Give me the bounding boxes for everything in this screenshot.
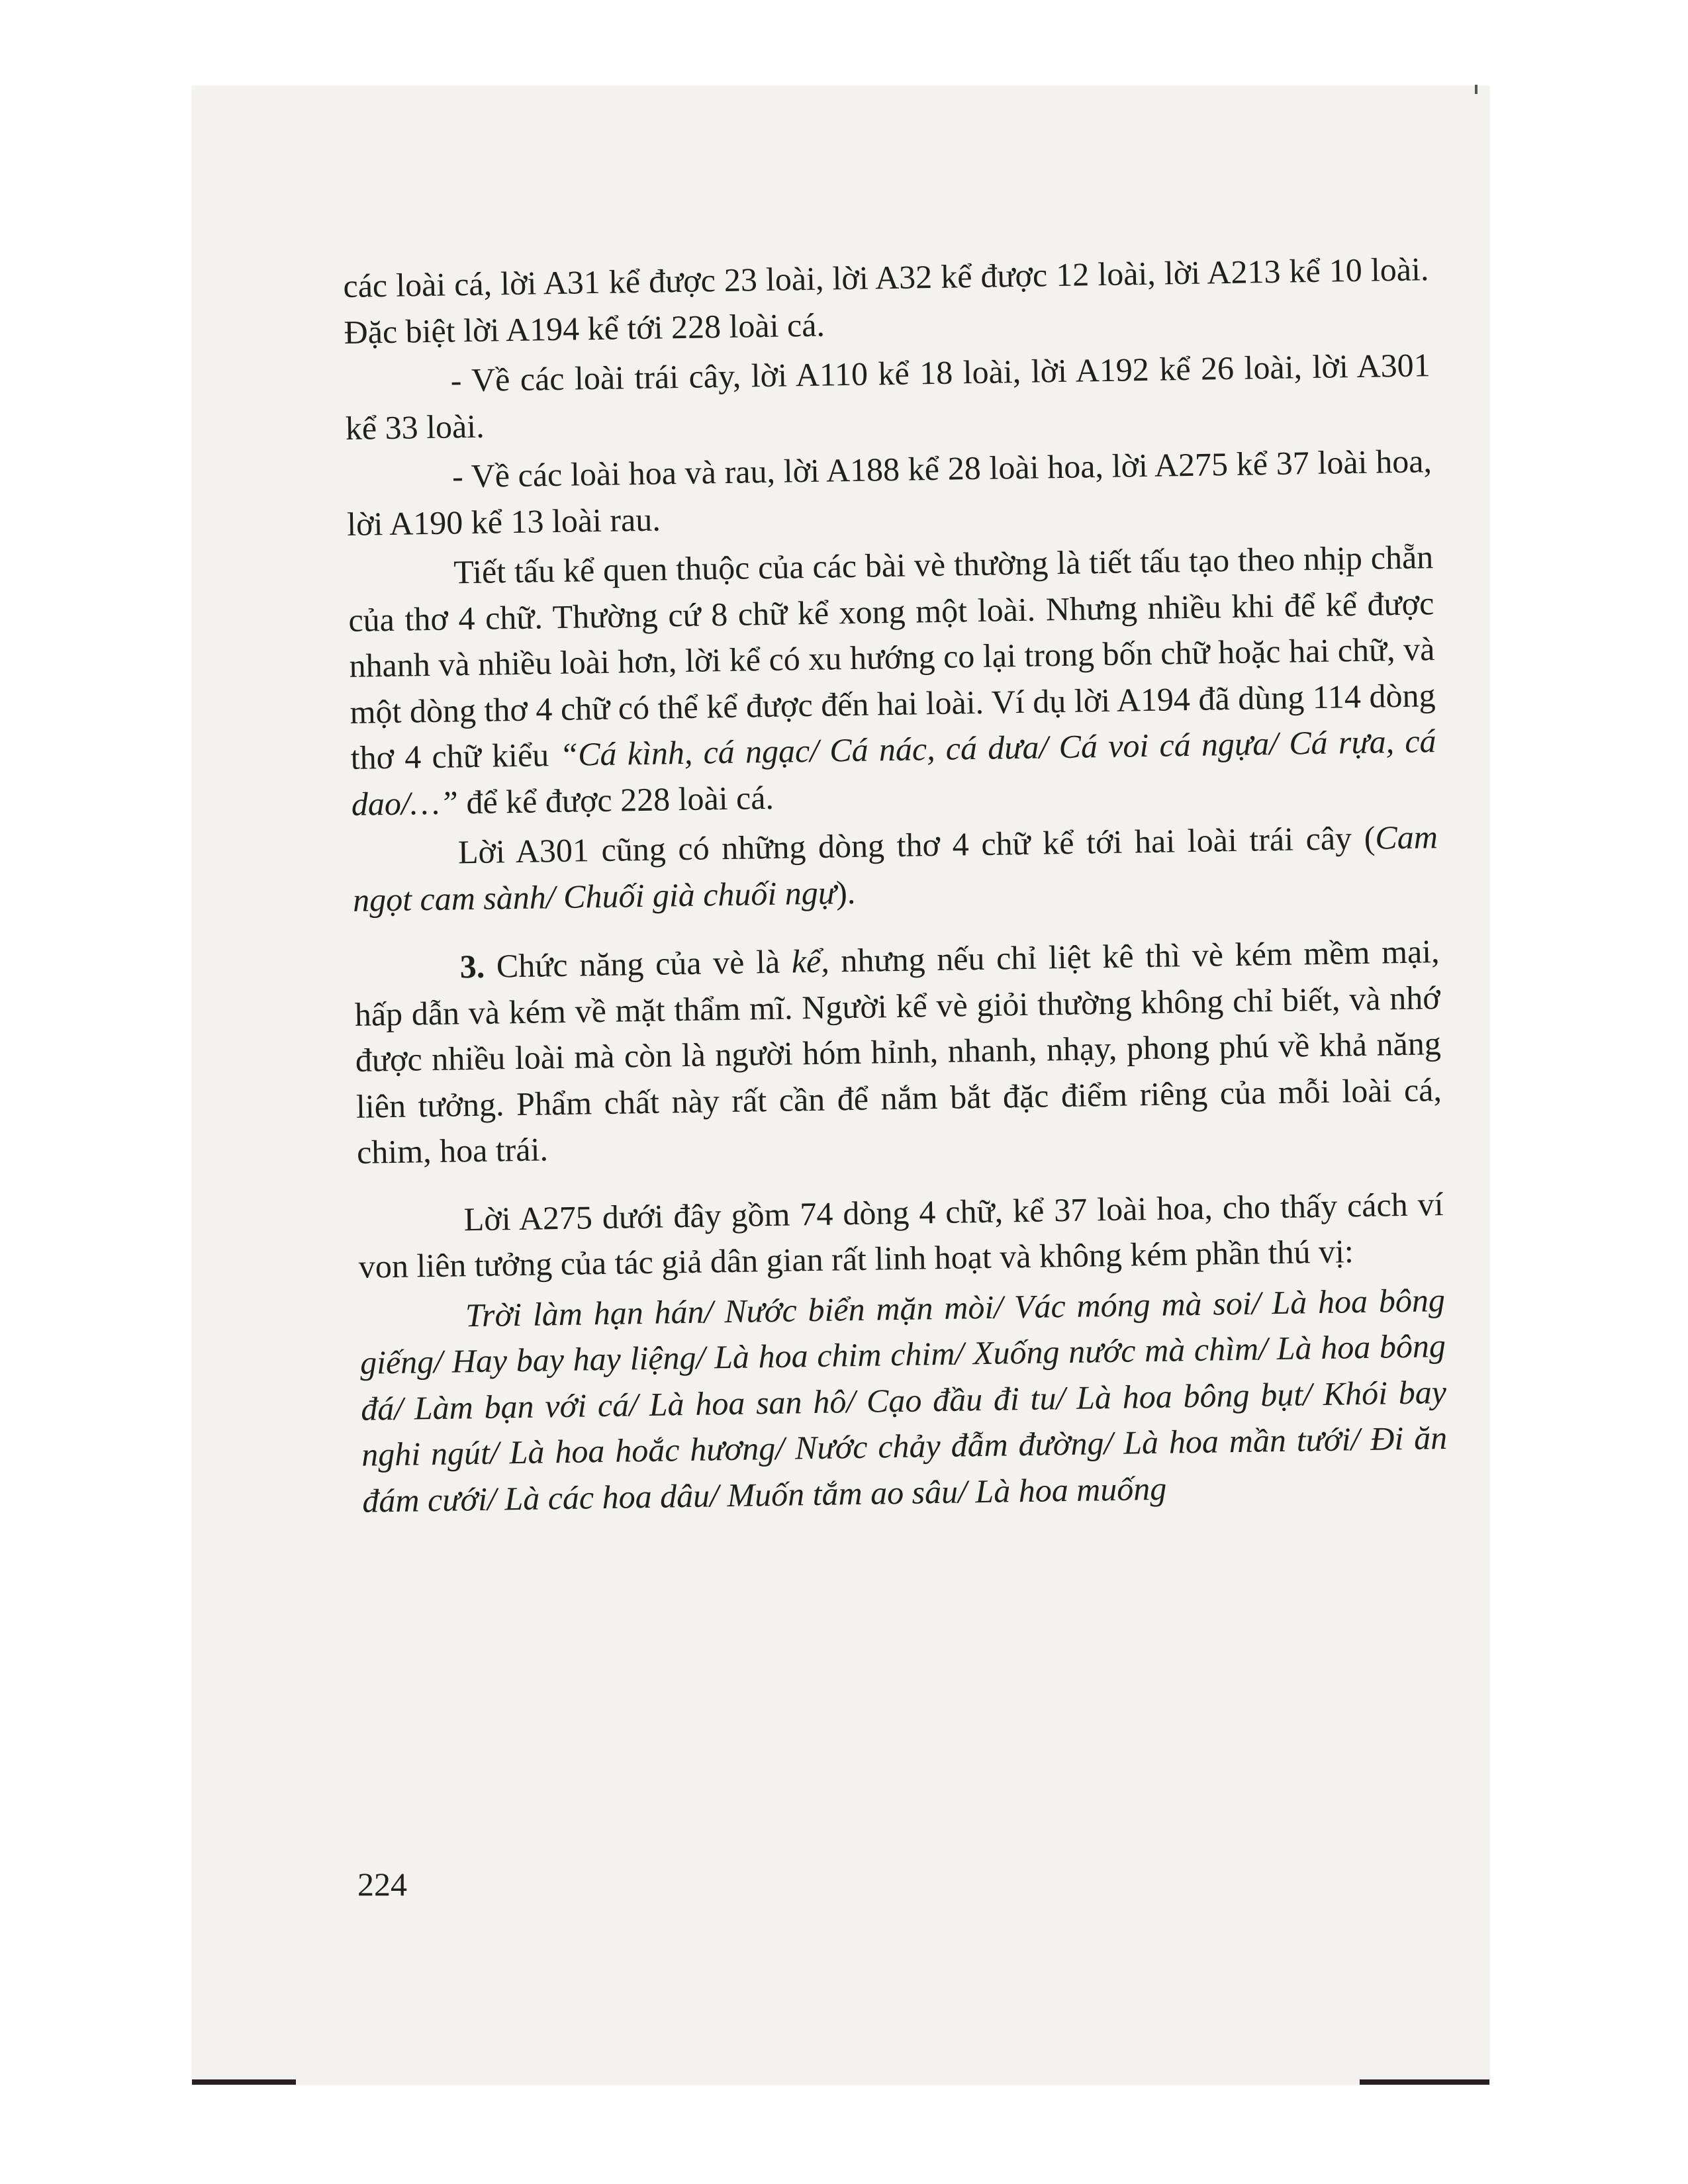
page-number: 224 xyxy=(357,1866,407,1903)
poem-excerpt xyxy=(359,1277,1448,1524)
paragraph-text: nhưng nếu chỉ liệt kê thì vè kém mềm mại, hấp dẫn và kém về mặt thẩm mĩ. Người kể vè giỏi thường không chỉ biết, và nhớ được nhiều loài mà còn là người hóm hỉnh, nhanh, nhạy, phong phú về khả năng liên tưởng. Phẩm chất này rất cần để nắm bắt đặc điểm riêng của mỗi loài cá, chim, hoa trái. xyxy=(354,933,1442,1171)
paragraph-text: Chức năng của vè là xyxy=(484,942,792,985)
scan-bottom-edge xyxy=(192,2079,1489,2085)
paragraph-text: để kể được 228 loài cá. xyxy=(457,778,774,821)
emphasis-word: kể, xyxy=(791,942,830,980)
paragraph-text: - Về các loài hoa và rau, lời A188 kể 28 loài hoa, lời A275 kể 37 loài hoa, lời A190 kể 13 loài rau. xyxy=(346,442,1432,543)
fruit-quote: Cam ngọt cam sành/ Chuối già chuối ngự xyxy=(352,818,1438,919)
paragraph-text: các loài cá, lời A31 kể được 23 loài, lời A32 kể được 12 loài, lời A213 kể 10 loài. Đặc biệt lời A194 kể tới 228 loài cá. xyxy=(343,250,1429,351)
paragraph-text: - Về các loài trái cây, lời A110 kể 18 loài, lời A192 kể 26 loài, lời A301 kể 33 loài. xyxy=(345,346,1431,447)
paragraph-text: Tiết tấu kể quen thuộc của các bài vè thường là tiết tấu tạo theo nhịp chẵn của thơ 4 chữ. Thường cứ 8 chữ kể xong một loài. Nhưng nhiều khi để kể được nhanh và nhiều loài hơn, lời kể có xu hướng co lại trong bốn chữ hoặc hai chữ, và một dòng thơ 4 chữ có thể kể được đến hai loài. Ví dụ lời A194 đã dùng 114 dòng thơ 4 chữ kiểu xyxy=(348,538,1436,776)
poem-text: Trời làm hạn hán/ Nước biển mặn mòi/ Vác móng mà soi/ Là hoa bông giếng/ Hay bay hay liệng/ Là hoa chim chim/ Xuống nước mà chìm/ Là hoa bông đá/ Làm bạn với cá/ Là hoa san hô/ Cạo đầu đi tu/ Là hoa bông bụt/ Khói bay nghi ngút/ Là hoa hoắc hương/ Nước chảy đẫm đường/ Là hoa mần tưới/ Đi ăn đám cưới/ Là các hoa dâu/ Muốn tắm ao sâu/ Là hoa muống xyxy=(359,1281,1448,1520)
paragraph-rhythm xyxy=(348,534,1437,827)
paragraph-fruit-example xyxy=(352,814,1438,923)
fish-quote: “Cá kình, cá ngạc/ Cá nác, cá dưa/ Cá voi cá ngựa/ Cá rựa, cá dao/…” xyxy=(351,722,1436,823)
paragraph-text: ). xyxy=(835,873,856,911)
paragraph-text: Lời A275 dưới đây gồm 74 dòng 4 chữ, kể 37 loài hoa, cho thấy cách ví von liên tưởng của tác giả dân gian rất linh hoạt và không kém phần thú vị: xyxy=(358,1185,1444,1285)
paragraph-fish-count xyxy=(343,246,1430,355)
paragraph-text: Lời A301 cũng có những dòng thơ 4 chữ kể tới hai loài trái cây ( xyxy=(457,819,1376,871)
page-body xyxy=(343,246,1448,1524)
paragraph-intro-poem xyxy=(357,1181,1444,1291)
paragraph-function xyxy=(353,929,1442,1175)
page-edge-mark xyxy=(1475,85,1477,94)
paragraph-flower-count xyxy=(346,438,1433,547)
section-number: 3. xyxy=(459,947,485,985)
paragraph-fruit-count xyxy=(344,342,1431,451)
